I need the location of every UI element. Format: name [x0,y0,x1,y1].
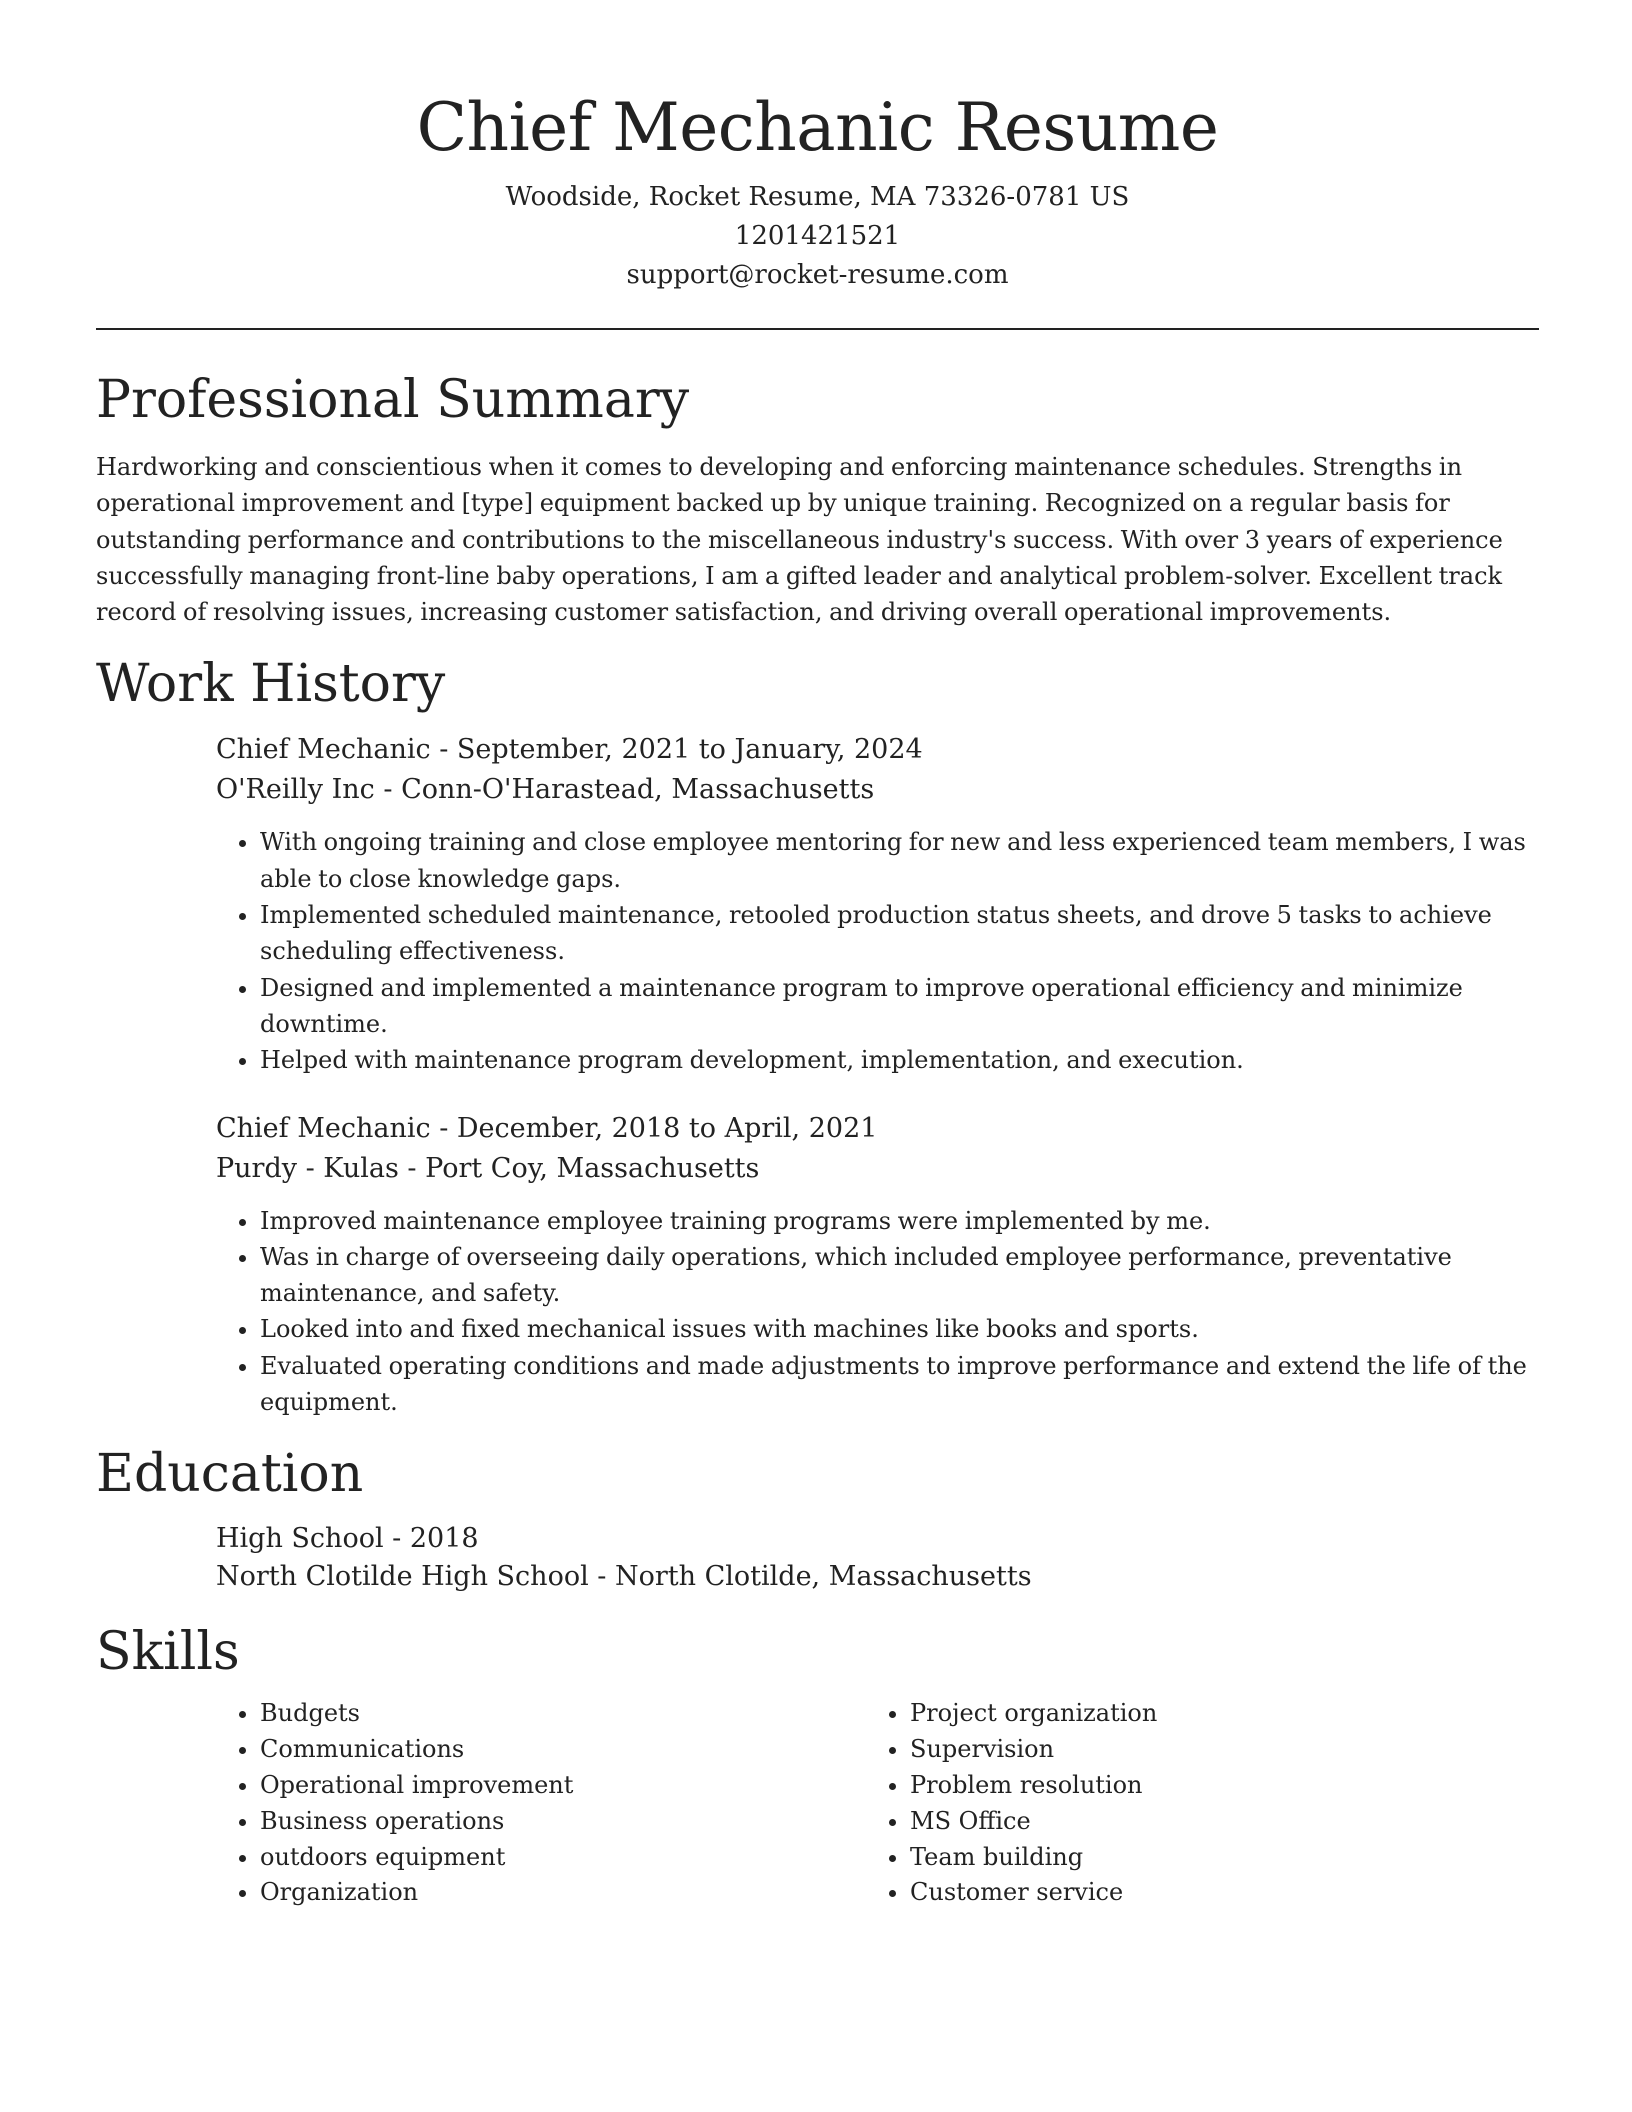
contact-info [96,178,1539,295]
school-location: - North Clotilde, Massachusetts [588,1561,1032,1593]
skill-item: • Budgets [260,1696,866,1732]
email: support@rocket-resume.com [626,260,1009,290]
skill-item: • Problem resolution [910,1768,1516,1804]
job-location: - Port Coy, Massachusetts [398,1152,760,1184]
job-bullets [216,824,1539,1078]
job-title-line [216,1109,1539,1149]
summary-heading: Professional Summary [96,370,690,430]
list-item: • Evaluated operating conditions and made adjustments to improve performance and extend the life of the equipment. [260,1348,1539,1421]
job-company: Purdy - Kulas [216,1152,399,1184]
job-entry [216,730,1539,1078]
job-company-line [216,770,1539,810]
list-item: • With ongoing training and close employee mentoring for new and less experienced team members, I was able to close knowledge gaps. [260,824,1539,897]
job-title-line [216,730,1539,770]
job-role: Chief Mechanic [216,1112,431,1144]
list-item: • Was in charge of overseeing daily operations, which included employee performance, preventative maintenance, and safety. [260,1239,1539,1312]
skill-item: • Supervision [910,1732,1516,1768]
skill-item: • Customer service [910,1875,1516,1911]
skill-item: • Communications [260,1732,866,1768]
job-company-line [216,1149,1539,1189]
skills-list-right [866,1696,1516,1911]
degree-line [216,1520,1539,1558]
education-section [96,1444,1539,1596]
education-entry [216,1520,1539,1596]
skill-item: • MS Office [910,1804,1516,1840]
job-role: Chief Mechanic [216,734,431,766]
skill-item: • Project organization [910,1696,1516,1732]
school-line [216,1558,1539,1596]
resume-header [96,0,1539,295]
skills-section [96,1622,1539,1911]
job-company: O'Reilly Inc [216,774,375,806]
job-bullets [216,1203,1539,1421]
work-section [96,654,1539,1420]
summary-section [96,370,1539,630]
degree: High School [216,1523,384,1555]
skills-list-left [216,1696,866,1911]
school-name: North Clotilde High School [216,1561,589,1593]
skill-item: • Organization [260,1875,866,1911]
phone: 1201421521 [734,221,901,251]
header-divider [96,328,1539,330]
job-location: - Conn-O'Harastead, Massachusetts [374,774,875,806]
job-dates: - December, 2018 to April, 2021 [430,1112,878,1144]
job-dates: - September, 2021 to January, 2024 [430,734,923,766]
list-item: • Looked into and fixed mechanical issues with machines like books and sports. [260,1311,1539,1347]
education-heading: Education [96,1444,364,1505]
list-item: • Improved maintenance employee training programs were implemented by me. [260,1203,1539,1239]
list-item: • Designed and implemented a maintenance program to improve operational efficiency and minimize downtime. [260,970,1539,1043]
skill-item: • outdoors equipment [260,1840,866,1876]
page-title: Chief Mechanic Resume [416,89,1219,166]
summary-text: Hardworking and conscientious when it comes to developing and enforcing maintenance schedules. Strengths in operational improvement and [type] equipment backed up by unique training. Recognized on a regular basis for outstanding performance and contributions to the miscellaneous industry's success. With over 3 years of experience successfully managing front-line baby operations, I am a gifted leader and analytical problem-solver. Excellent track record of resolving issues, increasing customer satisfaction, and driving overall operational improvements. [96,453,1503,627]
address: Woodside, Rocket Resume, MA 73326-0781 US [505,182,1130,212]
list-item: • Helped with maintenance program development, implementation, and execution. [260,1042,1539,1078]
list-item: • Implemented scheduled maintenance, retooled production status sheets, and drove 5 tasks to achieve scheduling effectiveness. [260,897,1539,970]
skill-item: • Business operations [260,1804,866,1840]
work-heading: Work History [96,654,446,715]
skill-item: • Team building [910,1840,1516,1876]
skill-item: • Operational improvement [260,1768,866,1804]
resume-page [96,0,1539,1911]
skills-heading: Skills [96,1622,240,1683]
job-entry [216,1109,1539,1421]
skills-columns [216,1696,1539,1911]
graduation-year: - 2018 [383,1523,479,1555]
